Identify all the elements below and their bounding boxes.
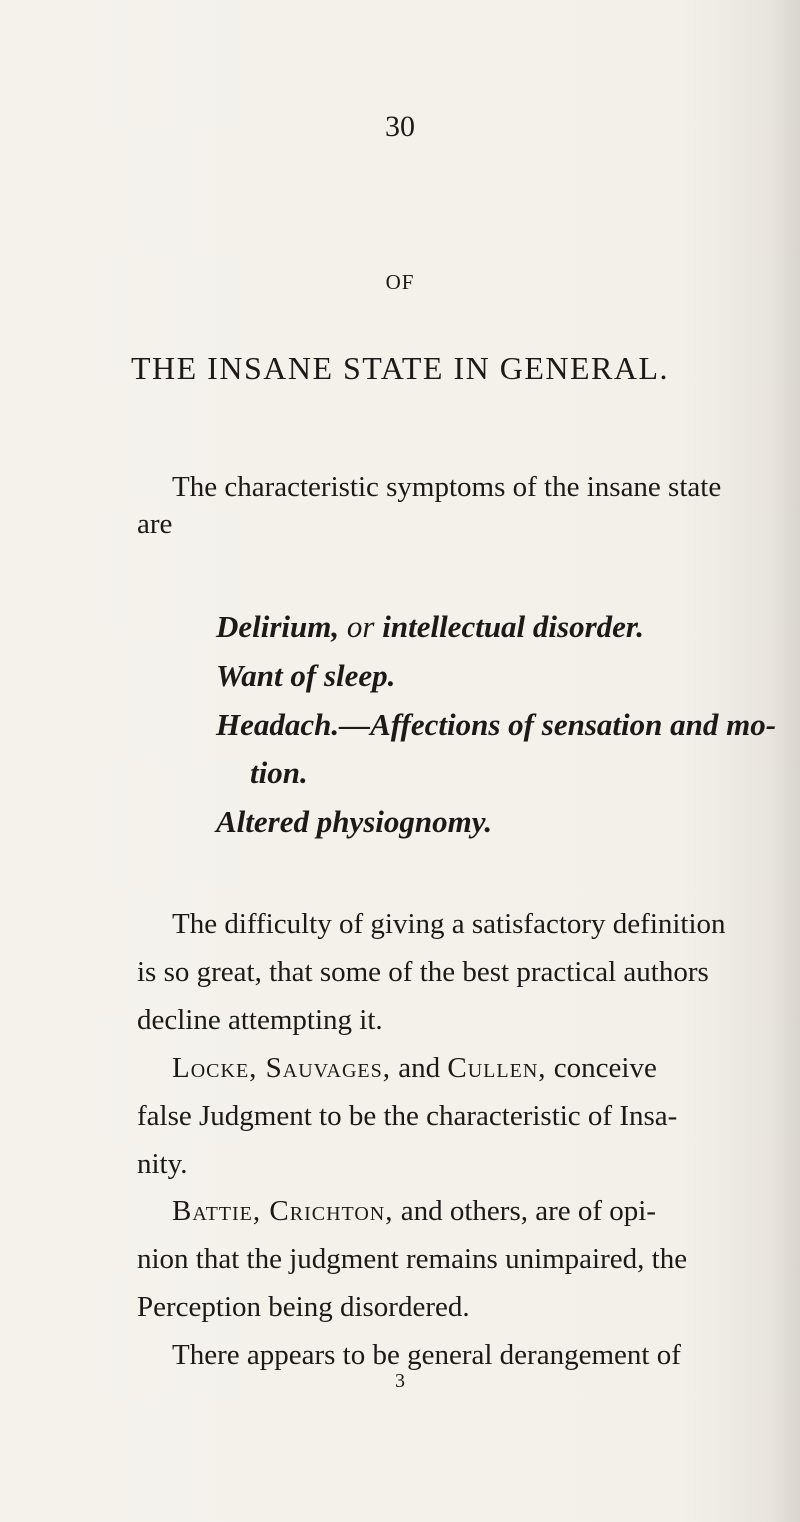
symptom-headach-line-2: tion. [250,755,308,790]
paragraph-3-rest: and others, are of opi- [400,1195,657,1227]
symptom-delirium-desc: intellectual disorder. [382,609,645,644]
symptom-physiognomy: Altered physiognomy. [216,804,493,839]
author-names-locke-sauvages: Locke, Sauvages, [172,1052,392,1084]
author-name-cullen: Cullen, [447,1052,547,1084]
paragraph-2-line-2: false Judgment to be the characteristic of Insa- [137,1100,678,1132]
symptom-want-of-sleep: Want of sleep. [216,658,396,693]
symptom-delirium-name: Delirium, [216,609,340,644]
paragraph-2-conceive: conceive [553,1052,657,1084]
paragraph-2-and: and [398,1052,441,1084]
paragraph-2-line-1 [172,1048,657,1088]
author-names-battie-crichton: Battie, Crichton, [172,1195,394,1227]
symptom-delirium-or: or [346,609,375,644]
paragraph-1-line-3: decline attempting it. [137,1004,383,1036]
paragraph-1-line-2: is so great, that some of the best practical authors [137,956,709,988]
paragraph-3-line-1 [172,1191,656,1231]
paragraph-3-line-3: Perception being disordered. [137,1291,470,1323]
intro-line-1: The characteristic symptoms of the insane state [172,471,722,503]
printer-signature-mark: 3 [395,1370,405,1392]
symptom-delirium [216,607,644,647]
paragraph-3-line-2: nion that the judgment remains unimpaired, the [137,1243,688,1275]
intro-line-2: are [137,508,173,540]
section-title: THE INSANE STATE IN GENERAL. [130,350,670,386]
paragraph-1-line-1: The difficulty of giving a satisfactory definition [172,908,726,940]
section-heading-of: OF [385,270,415,294]
paragraph-2-line-3: nity. [137,1148,188,1180]
paragraph-4-line-1: There appears to be general derangement of [172,1339,681,1371]
symptom-headach-line-1: Headach.—Affections of sensation and mo- [216,707,777,742]
page-number: 30 [385,110,415,143]
